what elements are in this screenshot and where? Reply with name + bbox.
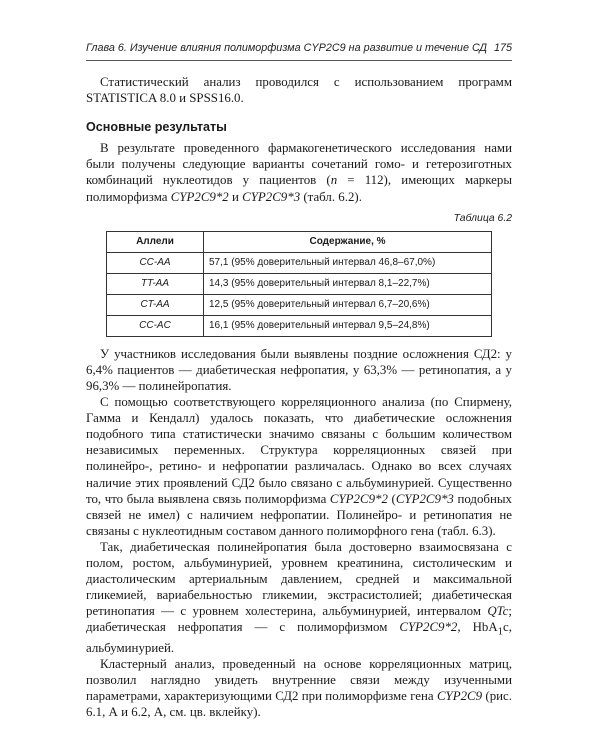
- text-run: (табл. 6.2).: [300, 189, 362, 204]
- table-row: [107, 273, 492, 294]
- allele-cell: TT-AA: [107, 273, 204, 294]
- text-run: (: [387, 491, 396, 506]
- text-run: и: [228, 189, 243, 204]
- text-run: , HbA: [457, 620, 498, 635]
- allele-cell: CC-AA: [107, 252, 204, 273]
- running-header: [86, 42, 512, 58]
- content-cell: 14,3 (95% доверительный интервал 8,1–22,7%): [204, 273, 492, 294]
- text-run: В результате проведенного фармакогенетического исследования нами были получены следующие варианты сочетаний гомо- и гетерозиготных комбинаций нуклеотидов у пациентов (: [86, 141, 512, 188]
- table-header-row: [107, 231, 492, 252]
- header-allele: Аллели: [107, 231, 204, 252]
- content-cell: 57,1 (95% доверительный интервал 46,8–67,0%): [204, 252, 492, 273]
- table-row: [107, 252, 492, 273]
- gene-name: CYP2C9*2: [170, 189, 229, 204]
- allele-cell: CT-AA: [107, 294, 204, 315]
- gene-name: CYP2C9*2: [329, 491, 388, 506]
- content-cell: 16,1 (95% доверительный интервал 9,5–24,8%): [204, 315, 492, 336]
- gene-name: CYP2C9: [436, 689, 483, 704]
- text-run: ; диабетическая нефропатия — с полиморфизмом: [86, 604, 512, 635]
- section-heading: Основные результаты: [86, 120, 227, 135]
- text-run: (рис. 6.1, А и 6.2, А, см. цв. вклейку).: [86, 689, 512, 720]
- text-run: Так, диабетическая полинейропатия была достоверно взаимосвязана с полом, ростом, альбуминурией, уровнем креатинина, систолическим и диастолическим артериальным давлением, средней и максимальной гликемией, вариабельностью гликемии, экстрасистолией; диабетическая ретинопатия — с уровнем холестерина, альбуминурией, интервалом: [86, 539, 512, 619]
- header-rule: [86, 60, 512, 61]
- text-run: С помощью соответствующего корреляционного анализа (по Спирмену, Гамма и Кендалл) удалось показать, что диабетические осложнения подобного типа статистически значимо связаны с большим количеством независимых переменных. Структура корреляционных связей при полинейро-, ретино- и нефропатии различалась. Однако во всех случаях наличие этих проявлений СД2 было связано с альбуминурией. Существенно то, что была выявлена связь полиморфизма: [86, 395, 512, 506]
- correlation-paragraph: [86, 394, 512, 539]
- text-run: подобных связей не имел) с наличием нефропатии. Полинейро- и ретинопатия не связаны с нуклеотидным составом данного полиморфного гена (табл. 6.3).: [86, 491, 512, 538]
- chapter-title: Глава 6. Изучение влияния полиморфизма CYP2C9 на развитие и течение СД: [86, 42, 487, 54]
- page-number: 175: [493, 42, 512, 54]
- cluster-paragraph: [86, 656, 512, 720]
- variable-n: n: [330, 173, 338, 188]
- gene-name: CYP2C9*2: [399, 620, 458, 635]
- allele-cell: CC-AC: [107, 315, 204, 336]
- associations-paragraph: [86, 539, 512, 656]
- table-row: [107, 294, 492, 315]
- text-run: с, альбуминурией.: [86, 620, 512, 656]
- content-cell: 12,5 (95% доверительный интервал 6,7–20,6%): [204, 294, 492, 315]
- allele-table: [106, 231, 492, 337]
- gene-name: CYP2C9*3: [395, 491, 454, 506]
- results-paragraph: [86, 140, 512, 204]
- subscript: 1: [497, 625, 504, 638]
- table-caption: Таблица 6.2: [453, 212, 512, 224]
- complications-paragraph: У участников исследования были выявлены поздние осложнения СД2: у 6,4% пациентов — диабетическая нефропатия, у 63,3% — ретинопатия, а у 96,3% — полинейропатия.: [86, 346, 512, 393]
- header-content: Содержание, %: [204, 231, 492, 252]
- gene-name: CYP2C9*3: [242, 189, 301, 204]
- qtc-term: QTc: [487, 604, 509, 619]
- text-run: Кластерный анализ, проведенный на основе корреляционных матриц, позволил наглядно увидеть внутренние связи между изученными параметрами, характеризующими СД2 при полиморфизме гена: [86, 657, 512, 704]
- table-row: [107, 315, 492, 336]
- text-run: = 112), имеющих маркеры полиморфизма: [86, 173, 513, 204]
- page-body: [86, 74, 512, 720]
- intro-paragraph: Статистический анализ проводился с использованием программ STATISTICA 8.0 и SPSS16.0.: [86, 75, 512, 106]
